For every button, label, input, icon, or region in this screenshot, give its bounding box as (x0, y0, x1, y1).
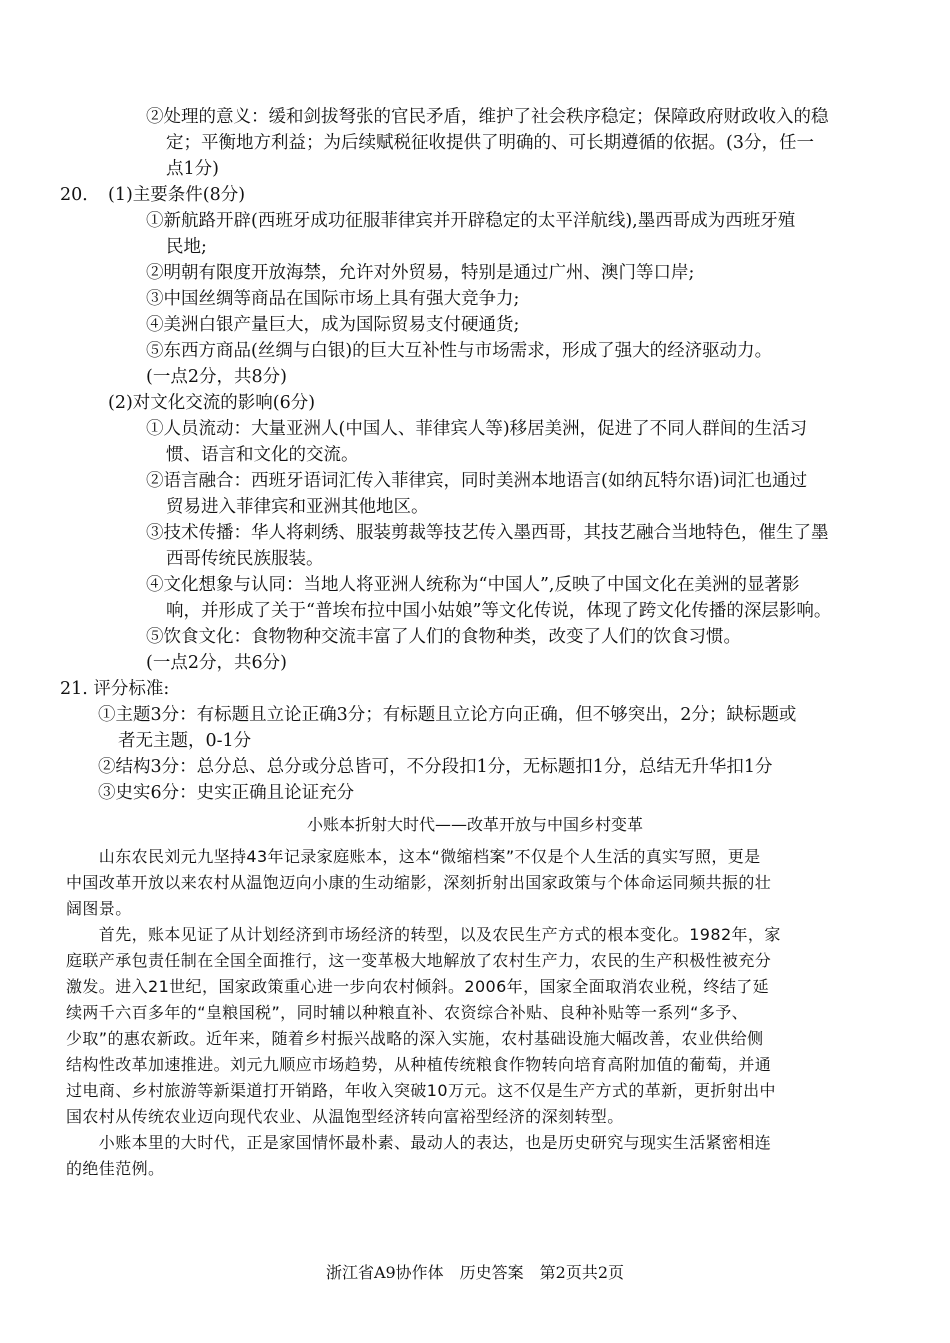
essay-line: 庭联产承包责任制在全国全面推行，这一变革极大地解放了农村生产力，农民的生产积极性被充分 (66, 951, 772, 970)
essay-title: 小账本折射大时代——改革开放与中国乡村变革 (306, 815, 643, 834)
essay-line: 首先，账本见证了从计划经济到市场经济的转型，以及农民生产方式的根本变化。1982年，家 (66, 925, 781, 944)
q20-part2-line: ④文化想象与认同：当地人将亚洲人统称为“中国人”,反映了中国文化在美洲的显著影 (146, 575, 800, 595)
q20-part1-line: ⑤东西方商品(丝绸与白银)的巨大互补性与市场需求，形成了强大的经济驱动力。 (146, 341, 773, 361)
q21-line: ③史实6分：史实正确且论证充分 (98, 783, 355, 803)
essay-line: 续两千六百多年的“皇粮国税”，同时辅以种粮直补、农资综合补贴、良种补贴等一系列“多予、 (66, 1003, 749, 1022)
q20-part1-line: ②明朝有限度开放海禁，允许对外贸易，特别是通过广州、澳门等口岸; (146, 263, 695, 283)
page-footer: 浙江省A9协作体 历史答案 第2页共2页 (325, 1263, 625, 1282)
essay-line: 中国改革开放以来农村从温饱迈向小康的生动缩影，深刻折射出国家政策与个体命运同频共振的壮 (66, 873, 772, 892)
q20-part1-heading: (1)主要条件(8分) (108, 185, 246, 205)
essay-line: 的绝佳范例。 (66, 1159, 165, 1178)
q21-line: 者无主题，0-1分 (118, 731, 252, 751)
top-line-3: 点1分) (166, 159, 219, 179)
q20-part2-line: ①人员流动：大量亚洲人(中国人、菲律宾人等)移居美洲，促进了不同人群间的生活习 (146, 419, 808, 439)
q20-part2-line: 贸易进入菲律宾和亚洲其他地区。 (166, 497, 429, 517)
q20-part1-line: 民地; (166, 237, 207, 257)
q20-part2-line: 响，并形成了关于“普埃布拉中国小姑娘”等文化传说，体现了跨文化传播的深层影响。 (166, 601, 832, 621)
q21-line: ①主题3分：有标题且立论正确3分；有标题且立论方向正确，但不够突出，2分；缺标题或 (98, 705, 797, 725)
q20-number: 20． (60, 185, 100, 205)
q20-part2-heading: (2)对文化交流的影响(6分) (108, 393, 316, 413)
essay-line: 激发。进入21世纪，国家政策重心进一步向农村倾斜。2006年，国家全面取消农业税，终结了延 (66, 977, 770, 996)
q20-part2-score: (一点2分，共6分) (146, 653, 287, 673)
q20-part1-line: ①新航路开辟(西班牙成功征服菲律宾并开辟稳定的太平洋航线),墨西哥成为西班牙殖 (146, 211, 796, 231)
q21-heading: 21. 评分标准: (60, 679, 170, 699)
top-line-1: ②处理的意义：缓和剑拔弩张的官民矛盾，维护了社会秩序稳定；保障政府财政收入的稳 (146, 107, 829, 127)
q20-part2-line: ③技术传播：华人将刺绣、服装剪裁等技艺传入墨西哥，其技艺融合当地特色，催生了墨 (146, 523, 829, 543)
q20-part1-score: (一点2分，共8分) (146, 367, 287, 387)
q21-line: ②结构3分：总分总、总分或分总皆可，不分段扣1分，无标题扣1分，总结无升华扣1分 (98, 757, 773, 777)
q20-part2-line: 西哥传统民族服装。 (166, 549, 324, 569)
essay-line: 国农村从传统农业迈向现代农业、从温饱型经济转向富裕型经济的深刻转型。 (66, 1107, 624, 1126)
essay-line: 小账本里的大时代，正是家国情怀最朴素、最动人的表达，也是历史研究与现实生活紧密相连 (66, 1133, 772, 1152)
top-line-2: 定；平衡地方利益；为后续赋税征收提供了明确的、可长期遵循的依据。(3分，任一 (166, 133, 814, 153)
essay-line: 山东农民刘元九坚持43年记录家庭账本，这本“微缩档案”不仅是个人生活的真实写照，更是 (66, 847, 761, 866)
q20-part2-line: ②语言融合：西班牙语词汇传入菲律宾，同时美洲本地语言(如纳瓦特尔语)词汇也通过 (146, 471, 808, 491)
essay-line: 结构性改革加速推进。刘元九顺应市场趋势，从种植传统粮食作物转向培育高附加值的葡萄，并通 (66, 1055, 772, 1074)
essay-line: 少取”的惠农新政。近年来，随着乡村振兴战略的深入实施，农村基础设施大幅改善，农业供给侧 (66, 1029, 764, 1048)
q20-part1-line: ③中国丝绸等商品在国际市场上具有强大竞争力; (146, 289, 520, 309)
q20-part1-line: ④美洲白银产量巨大，成为国际贸易支付硬通货; (146, 315, 520, 335)
q20-part2-line: 惯、语言和文化的交流。 (166, 445, 359, 465)
q20-part2-line: ⑤饮食文化：食物物种交流丰富了人们的食物种类，改变了人们的饮食习惯。 (146, 627, 741, 647)
essay-line: 阔图景。 (66, 899, 132, 918)
essay-line: 过电商、乡村旅游等新渠道打开销路，年收入突破10万元。这不仅是生产方式的革新，更折射出中 (66, 1081, 776, 1100)
